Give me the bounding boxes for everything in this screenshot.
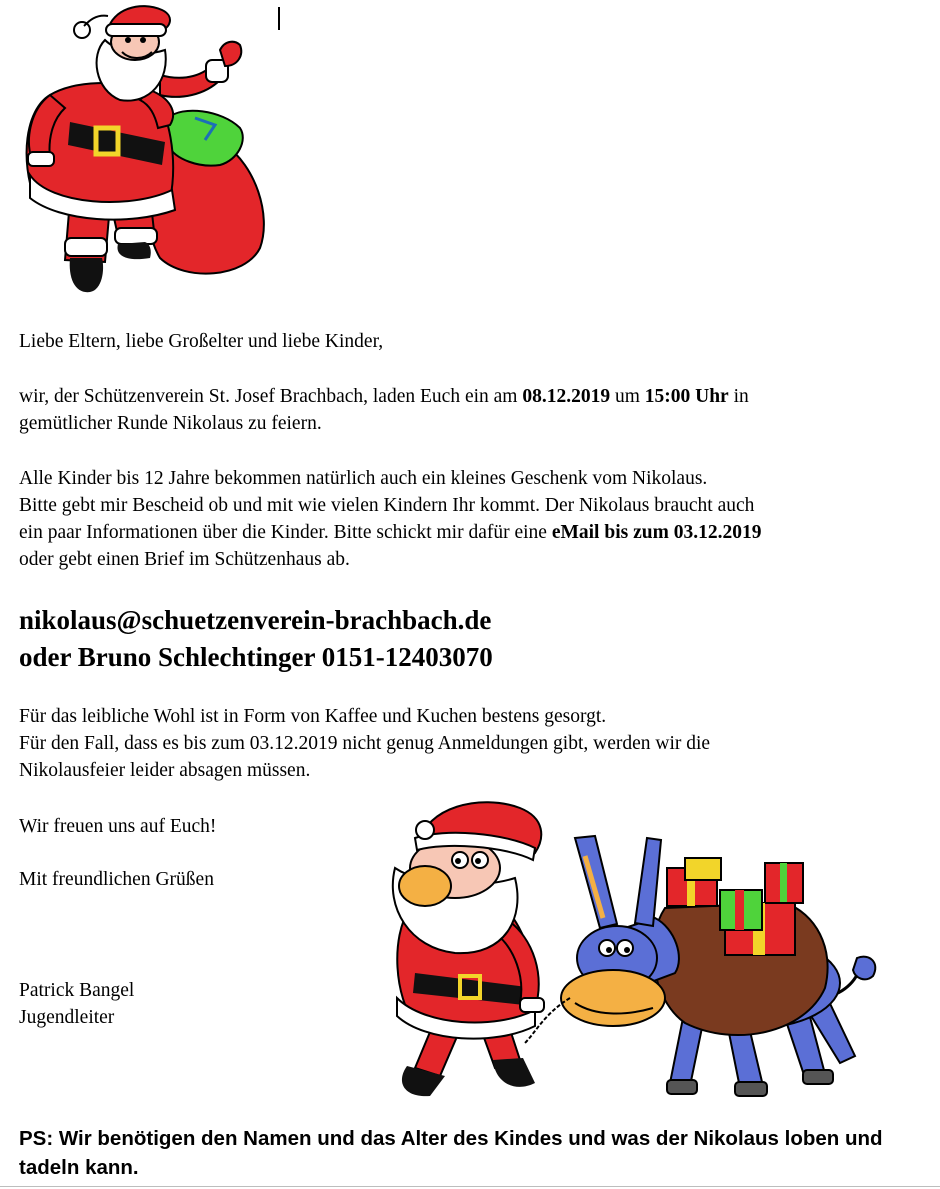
signer-name: Patrick Bangel — [19, 980, 135, 1001]
gift-line: Alle Kinder bis 12 Jahre bekommen natürlich auch ein kleines Geschenk vom Nikolaus. — [19, 468, 708, 489]
postscript: PS: Wir benötigen den Namen und das Alter des Kindes und was der Nikolaus loben und tadeln kann. — [19, 1127, 883, 1179]
invitation-text-1: wir, der Schützenverein St. Josef Brachbach, laden Euch ein am — [19, 386, 523, 407]
event-time: 15:00 Uhr — [644, 386, 729, 407]
salutation-line: Liebe Eltern, liebe Großelter und liebe Kinder, — [19, 331, 384, 352]
invitation-text-3: in — [728, 386, 749, 407]
santa-with-sack-illustration — [10, 0, 280, 300]
cancel-line-1: Für den Fall, dass es bis zum 03.12.2019 nicht genug Anmeldungen gibt, werden wir die — [19, 733, 711, 754]
signer-role: Jugendleiter — [19, 1007, 115, 1028]
event-date: 08.12.2019 — [522, 386, 611, 407]
contact-phone: oder Bruno Schlechtinger 0151-12403070 — [19, 642, 493, 672]
page-bottom-divider — [0, 1186, 940, 1187]
reply-line-1: Bitte gebt mir Bescheid ob und mit wie vielen Kindern Ihr kommt. Der Nikolaus braucht auch — [19, 495, 755, 516]
contact-email[interactable]: nikolaus@schuetzenverein-brachbach.de — [19, 605, 492, 635]
invitation-text-2: um — [610, 386, 645, 407]
reply-deadline: eMail bis zum 03.12.2019 — [551, 522, 762, 543]
invitation-line-2: gemütlicher Runde Nikolaus zu feiern. — [19, 413, 322, 434]
looking-forward-line: Wir freuen uns auf Euch! — [19, 816, 217, 837]
invitation-line — [19, 383, 934, 410]
greeting-line: Mit freundlichen Grüßen — [19, 869, 214, 890]
cancel-line-2: Nikolausfeier leider absagen müssen. — [19, 760, 311, 781]
reply-line-2 — [19, 519, 934, 546]
food-line: Für das leibliche Wohl ist in Form von Kaffee und Kuchen bestens gesorgt. — [19, 706, 607, 727]
reply-line-3: oder gebt einen Brief im Schützenhaus ab. — [19, 549, 350, 570]
santa-with-donkey-illustration — [385, 798, 890, 1110]
reply-line-2-text: ein paar Informationen über die Kinder. Bitte schickt mir dafür eine — [19, 522, 552, 543]
